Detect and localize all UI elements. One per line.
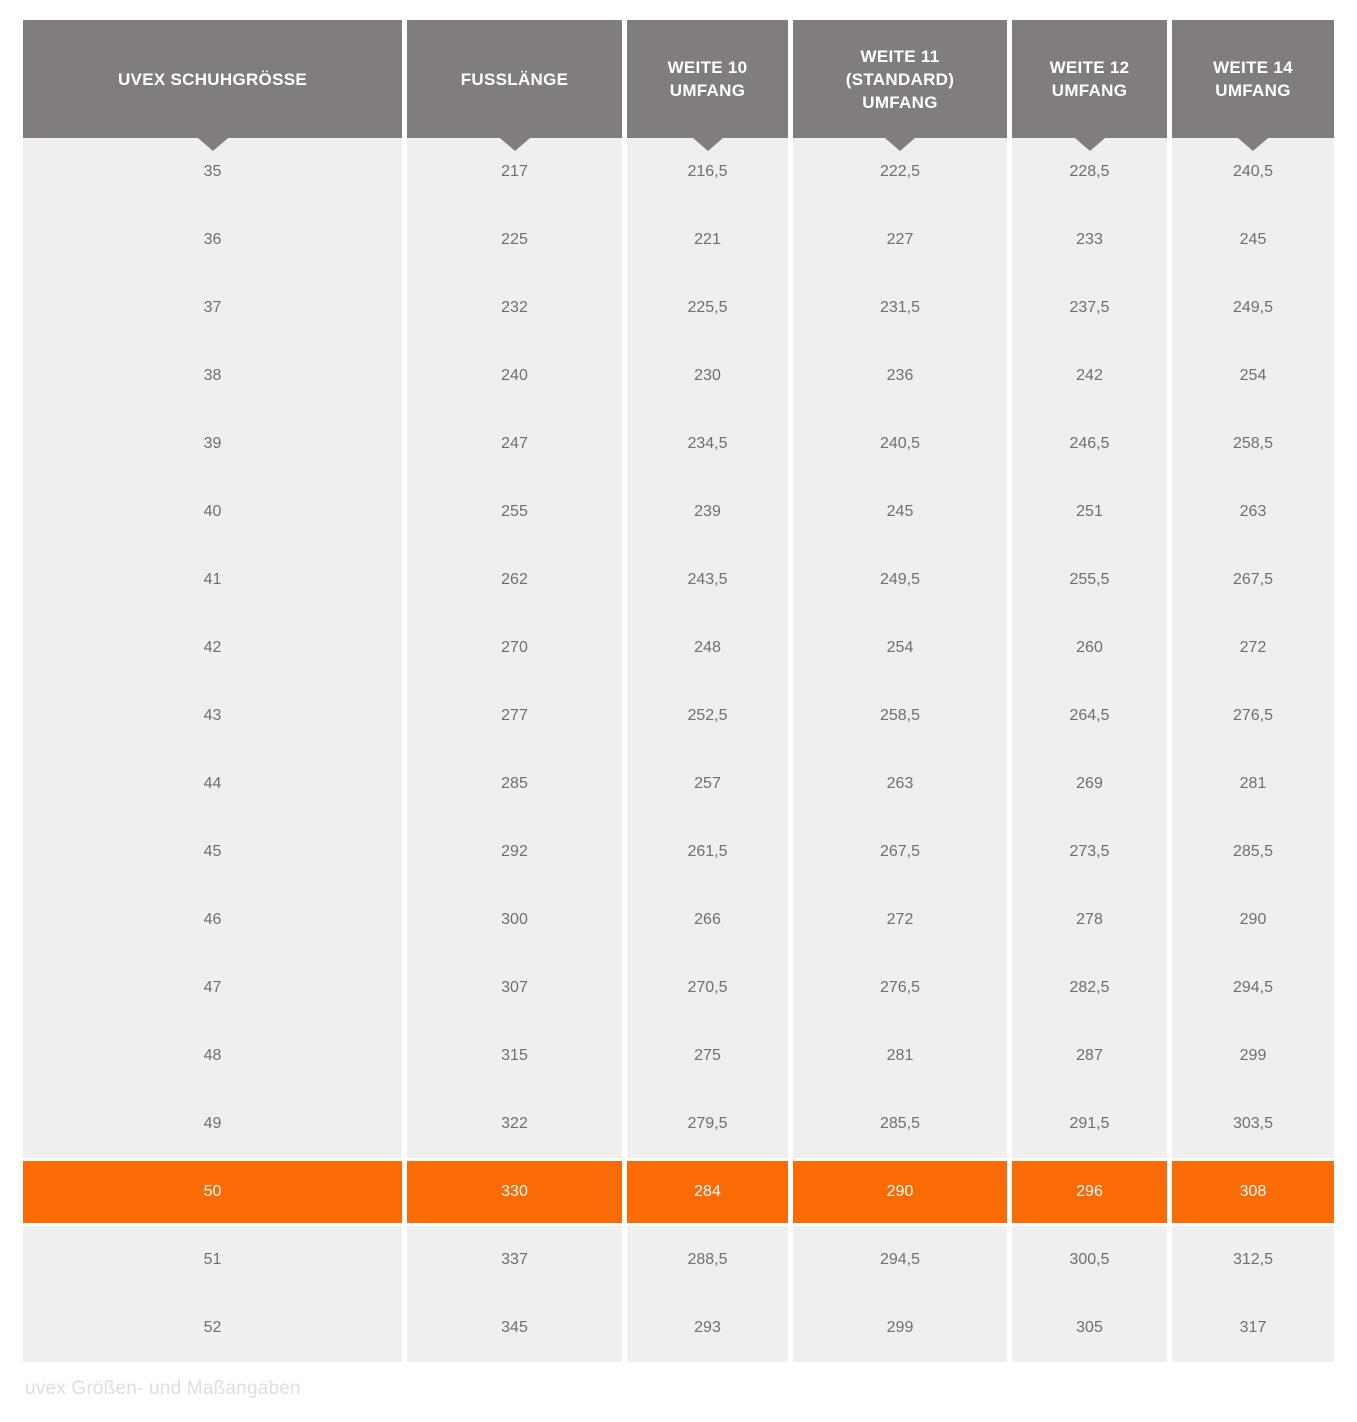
- column-header-label: WEITE 12: [1049, 58, 1130, 77]
- table-cell-highlighted-row[interactable]: 290: [793, 1158, 1007, 1226]
- table-cell[interactable]: 262: [407, 546, 622, 614]
- table-cell[interactable]: 300,5: [1012, 1226, 1167, 1294]
- table-cell[interactable]: 255,5: [1012, 546, 1167, 614]
- table-cell[interactable]: 285,5: [1172, 818, 1334, 886]
- table-cell[interactable]: 35: [23, 138, 402, 206]
- table-cell[interactable]: 37: [23, 274, 402, 342]
- column-header-label: WEITE 10: [667, 58, 748, 77]
- table-cell[interactable]: 255: [407, 478, 622, 546]
- table-cell[interactable]: 251: [1012, 478, 1167, 546]
- table-cell[interactable]: 249,5: [793, 546, 1007, 614]
- table-cell[interactable]: 252,5: [627, 682, 788, 750]
- table-cell[interactable]: 39: [23, 410, 402, 478]
- header-notch-pointer-icon: [1075, 138, 1105, 151]
- table-cell[interactable]: 51: [23, 1226, 402, 1294]
- table-cell[interactable]: 291,5: [1012, 1090, 1167, 1158]
- table-cell[interactable]: 315: [407, 1022, 622, 1090]
- table-cell[interactable]: 36: [23, 206, 402, 274]
- table-cell[interactable]: 300: [407, 886, 622, 954]
- table-cell[interactable]: 236: [793, 342, 1007, 410]
- column-header-label: UMFANG: [1051, 81, 1128, 100]
- table-cell[interactable]: 227: [793, 206, 1007, 274]
- table-cell[interactable]: 247: [407, 410, 622, 478]
- table-cell[interactable]: 337: [407, 1226, 622, 1294]
- table-cell[interactable]: 240: [407, 342, 622, 410]
- column-header-label: UMFANG: [1215, 81, 1291, 100]
- table-cell[interactable]: 270,5: [627, 954, 788, 1022]
- table-cell[interactable]: 281: [793, 1022, 1007, 1090]
- table-cell[interactable]: 225: [407, 206, 622, 274]
- table-cell[interactable]: 43: [23, 682, 402, 750]
- table-cell[interactable]: 222,5: [793, 138, 1007, 206]
- column-header-label: WEITE 11: [860, 46, 940, 66]
- table-cell[interactable]: 44: [23, 750, 402, 818]
- table-cell[interactable]: 312,5: [1172, 1226, 1334, 1294]
- table-cell[interactable]: 293: [627, 1294, 788, 1362]
- table-cell[interactable]: 47: [23, 954, 402, 1022]
- table-cell[interactable]: 49: [23, 1090, 402, 1158]
- table-cell[interactable]: 233: [1012, 206, 1167, 274]
- header-notch-pointer-icon: [1238, 138, 1268, 151]
- table-cell[interactable]: 263: [1172, 478, 1334, 546]
- table-cell[interactable]: 266: [627, 886, 788, 954]
- table-cell[interactable]: 48: [23, 1022, 402, 1090]
- table-cell[interactable]: 243,5: [627, 546, 788, 614]
- column-header-label: FUSSLÄNGE: [460, 69, 569, 89]
- table-cell[interactable]: 299: [1172, 1022, 1334, 1090]
- column-header-label: UVEX SCHUHGRÖSSE: [117, 69, 307, 89]
- table-cell[interactable]: 281: [1172, 750, 1334, 818]
- table-cell-highlighted-row[interactable]: 308: [1172, 1158, 1334, 1226]
- table-cell[interactable]: 285: [407, 750, 622, 818]
- table-cell[interactable]: 270: [407, 614, 622, 682]
- table-cell[interactable]: 276,5: [793, 954, 1007, 1022]
- column-header-schuhgroesse: [23, 20, 402, 138]
- column-header-label: UMFANG: [862, 92, 938, 112]
- table-cell[interactable]: 254: [1172, 342, 1334, 410]
- table-cell[interactable]: 217: [407, 138, 622, 206]
- table-cell[interactable]: 285,5: [793, 1090, 1007, 1158]
- table-cell[interactable]: 272: [793, 886, 1007, 954]
- table-cell[interactable]: 282,5: [1012, 954, 1167, 1022]
- table-cell[interactable]: 276,5: [1172, 682, 1334, 750]
- table-cell[interactable]: 277: [407, 682, 622, 750]
- column-header-weite-12: [1012, 20, 1167, 138]
- column-header-label: (STANDARD): [845, 69, 955, 89]
- table-cell[interactable]: 242: [1012, 342, 1167, 410]
- table-cell[interactable]: 294,5: [793, 1226, 1007, 1294]
- table-cell[interactable]: 305: [1012, 1294, 1167, 1362]
- table-cell-highlighted-row[interactable]: 284: [627, 1158, 788, 1226]
- table-cell[interactable]: 322: [407, 1090, 622, 1158]
- header-notch-pointer-icon: [885, 138, 915, 151]
- table-caption: uvex Größen- und Maßangaben: [25, 1378, 301, 1399]
- column-header-weite-11-standard: [793, 20, 1007, 138]
- table-cell[interactable]: 269: [1012, 750, 1167, 818]
- column-header-label: WEITE 14: [1213, 58, 1293, 77]
- table-cell[interactable]: 264,5: [1012, 682, 1167, 750]
- table-cell[interactable]: 260: [1012, 614, 1167, 682]
- size-table: [23, 20, 1334, 1362]
- table-cell[interactable]: 279,5: [627, 1090, 788, 1158]
- table-cell[interactable]: 41: [23, 546, 402, 614]
- table-cell-highlighted-row[interactable]: 296: [1012, 1158, 1167, 1226]
- table-cell[interactable]: 303,5: [1172, 1090, 1334, 1158]
- table-cell[interactable]: 294,5: [1172, 954, 1334, 1022]
- table-cell[interactable]: 216,5: [627, 138, 788, 206]
- table-cell[interactable]: 261,5: [627, 818, 788, 886]
- table-cell[interactable]: 257: [627, 750, 788, 818]
- table-cell[interactable]: 246,5: [1012, 410, 1167, 478]
- table-cell[interactable]: 239: [627, 478, 788, 546]
- table-cell[interactable]: 267,5: [1172, 546, 1334, 614]
- table-cell[interactable]: 288,5: [627, 1226, 788, 1294]
- column-header-weite-14: [1172, 20, 1334, 138]
- table-cell-highlighted-row[interactable]: 50: [23, 1158, 402, 1226]
- table-cell[interactable]: 42: [23, 614, 402, 682]
- table-cell[interactable]: 38: [23, 342, 402, 410]
- table-cell[interactable]: 237,5: [1012, 274, 1167, 342]
- header-notch-pointer-icon: [693, 138, 723, 151]
- table-cell[interactable]: 240,5: [1172, 138, 1334, 206]
- table-cell[interactable]: 317: [1172, 1294, 1334, 1362]
- table-cell-highlighted-row[interactable]: 330: [407, 1158, 622, 1226]
- header-notch-pointer-icon: [500, 138, 530, 151]
- table-cell[interactable]: 267,5: [793, 818, 1007, 886]
- table-cell[interactable]: 307: [407, 954, 622, 1022]
- table-cell[interactable]: 278: [1012, 886, 1167, 954]
- table-cell[interactable]: 46: [23, 886, 402, 954]
- table-cell[interactable]: 234,5: [627, 410, 788, 478]
- table-cell[interactable]: 292: [407, 818, 622, 886]
- column-header-weite-10: [627, 20, 788, 138]
- table-cell[interactable]: 221: [627, 206, 788, 274]
- table-cell[interactable]: 345: [407, 1294, 622, 1362]
- table-cell[interactable]: 232: [407, 274, 622, 342]
- table-cell[interactable]: 52: [23, 1294, 402, 1362]
- table-cell[interactable]: 263: [793, 750, 1007, 818]
- table-cell[interactable]: 275: [627, 1022, 788, 1090]
- table-cell[interactable]: 228,5: [1012, 138, 1167, 206]
- table-cell[interactable]: 258,5: [1172, 410, 1334, 478]
- table-cell[interactable]: 245: [1172, 206, 1334, 274]
- table-cell[interactable]: 248: [627, 614, 788, 682]
- table-cell[interactable]: 240,5: [793, 410, 1007, 478]
- table-cell[interactable]: 287: [1012, 1022, 1167, 1090]
- table-cell[interactable]: 272: [1172, 614, 1334, 682]
- column-header-fusslaenge: [407, 20, 622, 138]
- table-cell[interactable]: 230: [627, 342, 788, 410]
- table-cell[interactable]: 245: [793, 478, 1007, 546]
- table-cell[interactable]: 225,5: [627, 274, 788, 342]
- header-notch-pointer-icon: [198, 138, 228, 151]
- table-cell[interactable]: 254: [793, 614, 1007, 682]
- table-cell[interactable]: 40: [23, 478, 402, 546]
- table-cell[interactable]: 231,5: [793, 274, 1007, 342]
- table-cell[interactable]: 290: [1172, 886, 1334, 954]
- column-header-label: UMFANG: [669, 81, 746, 100]
- table-cell[interactable]: 45: [23, 818, 402, 886]
- table-cell[interactable]: 299: [793, 1294, 1007, 1362]
- table-cell[interactable]: 273,5: [1012, 818, 1167, 886]
- table-cell[interactable]: 249,5: [1172, 274, 1334, 342]
- table-cell[interactable]: 258,5: [793, 682, 1007, 750]
